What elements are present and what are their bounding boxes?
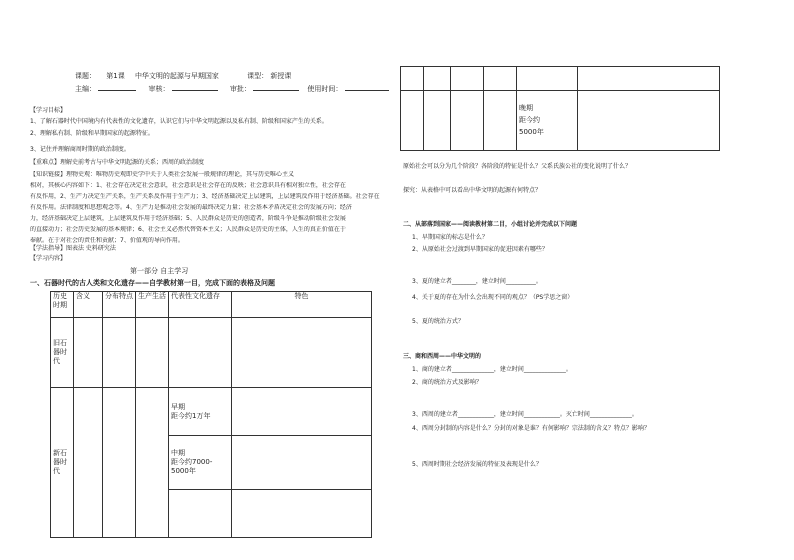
content-heading: 【学习内容】 xyxy=(30,255,67,262)
section3-title: 三、商和西周——中华文明的 xyxy=(403,353,482,360)
cell[interactable] xyxy=(578,67,720,91)
cell[interactable] xyxy=(74,318,103,388)
link-line: 有反作用。法律制度和思想观念等。4、生产力是推动社会发展的最终决定力量；社会基本矛盾决定社会的发展方向；经济 xyxy=(30,204,352,211)
approve-field[interactable] xyxy=(253,90,299,91)
s3-item-1: 1、商的建立者______________，建立时间______________。 xyxy=(412,366,572,373)
approve-label: 审批： xyxy=(229,85,251,93)
cell[interactable] xyxy=(578,91,720,151)
th-feature: 特色 xyxy=(232,292,372,318)
link-line: 的直接动力；社会历史发展的基本规律；6、社会主义必然代替资本主义；人民群众是历史的主体，人生的真正价值在于 xyxy=(30,226,346,233)
cell[interactable] xyxy=(424,91,451,151)
type-label: 课型： xyxy=(247,72,269,80)
link-line: 相对，其核心内容如下：1、社会存在决定社会意识，社会意识是社会存在的反映；社会意识具有相对独立性，社会存在 xyxy=(30,182,346,189)
cell[interactable] xyxy=(232,436,372,490)
s2-item-2: 2、从原始社会过渡到早期国家的促进因素有哪些？ xyxy=(412,246,548,253)
use-time-label: 使用时间： xyxy=(307,85,343,93)
cell[interactable] xyxy=(484,67,517,91)
th-period: 历史时期 xyxy=(51,292,74,318)
cell[interactable] xyxy=(401,67,424,91)
row-old-stone-age: 旧石器时代 xyxy=(51,318,74,388)
editor-label: 主编： xyxy=(75,85,96,93)
link-line: 力，经济基础决定上层建筑，上层建筑反作用于经济基础；5、人民群众是历史的创造者，阶级斗争是推动阶级社会发展 xyxy=(30,215,346,222)
cell[interactable] xyxy=(103,318,136,388)
transition-question: 原始社会可以分为几个阶段？各阶段的特征是什么？父系氏族公社的变化说明了什么？ xyxy=(403,163,632,170)
lesson-number: 第1课 xyxy=(106,72,125,80)
cell[interactable] xyxy=(424,67,451,91)
s2-item-5: 5、夏的统治方式？ xyxy=(412,318,464,325)
th-meaning: 含义 xyxy=(74,292,103,318)
cell[interactable] xyxy=(451,91,484,151)
th-production: 生产生活 xyxy=(136,292,169,318)
header-line-1 xyxy=(75,72,291,81)
s3-item-3: 3、西周的建立者____________，建立时间____________。灭亡时间______________。 xyxy=(412,411,638,418)
cell[interactable] xyxy=(103,388,136,538)
type-value: 新授课 xyxy=(270,72,292,80)
stone-age-table xyxy=(50,291,372,538)
course-label: 课题： xyxy=(75,72,96,80)
cell[interactable] xyxy=(136,388,169,538)
part1-title: 第一部分 自主学习 xyxy=(130,267,189,275)
link-line: 【知识链接】理物史观：唯物历史观即史学中关于人类社会发展一般规律的理论，其与历史唯心主义 xyxy=(30,171,295,178)
cell[interactable] xyxy=(136,318,169,388)
use-time-field[interactable] xyxy=(345,90,389,91)
late-period-table xyxy=(400,66,720,151)
editor-field[interactable] xyxy=(98,90,136,91)
key-points: 【重难点】理解史前考古与中华文明起源的关系；西周的政治制度 xyxy=(30,159,205,166)
cell[interactable] xyxy=(232,490,372,538)
goal-3: 3、记住并理解商周时期的政治制度。 xyxy=(30,146,130,153)
s2-item-3: 3、夏的建立者________，建立时间__________。 xyxy=(412,278,542,285)
goal-1: 1、了解石器时代中国境内有代表性的文化遗存，认识它们与中华文明起源以及私有制、阶级和国家产生的关系。 xyxy=(30,118,328,125)
row-new-stone-age: 新石器时代 xyxy=(51,388,74,538)
late-period-cell: 晚期 距今约 5000年 xyxy=(517,91,578,151)
lesson-title: 中华文明的起源与早期国家 xyxy=(134,72,219,80)
cell[interactable] xyxy=(401,91,424,151)
goal-2: 2、理解私有制、阶级和早期国家的起源特征。 xyxy=(30,130,154,137)
link-line: 奉献。在于对社会的责任和贡献；7、价值观的导向作用。 xyxy=(30,237,184,244)
cell[interactable] xyxy=(169,318,232,388)
section1-title: 一、石器时代的古人类和文化遗存——自学教材第一目，完成下面的表格及问题 xyxy=(30,279,275,287)
middle-period-cell: 中期 距今约7000-5000年 xyxy=(169,436,232,490)
link-line: 有反作用，2、生产力决定生产关系，生产关系反作用于生产力；3、经济基础决定上层建筑，上层建筑反作用于经济基础。社会存在 xyxy=(30,193,380,200)
th-culture: 代表性文化遗存 xyxy=(169,292,232,318)
header-line-2 xyxy=(75,85,389,94)
section2-title: 二、从部落到国家——阅读教材第二目，小组讨论并完成以下问题 xyxy=(403,221,578,228)
review-label: 审核： xyxy=(148,85,170,93)
cell[interactable] xyxy=(451,67,484,91)
goals-heading: 【学习目标】 xyxy=(30,107,67,114)
s2-item-1: 1、早期国家的标志是什么？ xyxy=(412,234,488,241)
early-period-cell: 早期 距今约1万年 xyxy=(169,388,232,436)
s3-item-4: 4、西周分封制的内容是什么？分封的对象是谁？有何影响？宗法制的含义？特点？影响？ xyxy=(412,425,650,432)
cell[interactable] xyxy=(74,388,103,538)
s3-item-5: 5、西周时期社会经济发展的特征及表现是什么？ xyxy=(412,461,542,468)
method: 【学法指导】图表法 史料研究法 xyxy=(30,245,116,252)
th-distribution: 分布特点 xyxy=(103,292,136,318)
cell[interactable] xyxy=(169,490,232,538)
review-field[interactable] xyxy=(172,90,218,91)
cell[interactable] xyxy=(517,67,578,91)
cell[interactable] xyxy=(232,388,372,436)
cell[interactable] xyxy=(232,318,372,388)
knowledge-links xyxy=(30,171,390,245)
s2-item-4: 4、关于夏的存在为什么会出现不同的观点？（PS学思之窗） xyxy=(412,294,574,301)
s3-item-2: 2、商的统治方式及影响？ xyxy=(412,379,482,386)
cell[interactable] xyxy=(484,91,517,151)
explore-question: 探究：从表格中可以看出中华文明的起源有何特点？ xyxy=(403,187,542,194)
